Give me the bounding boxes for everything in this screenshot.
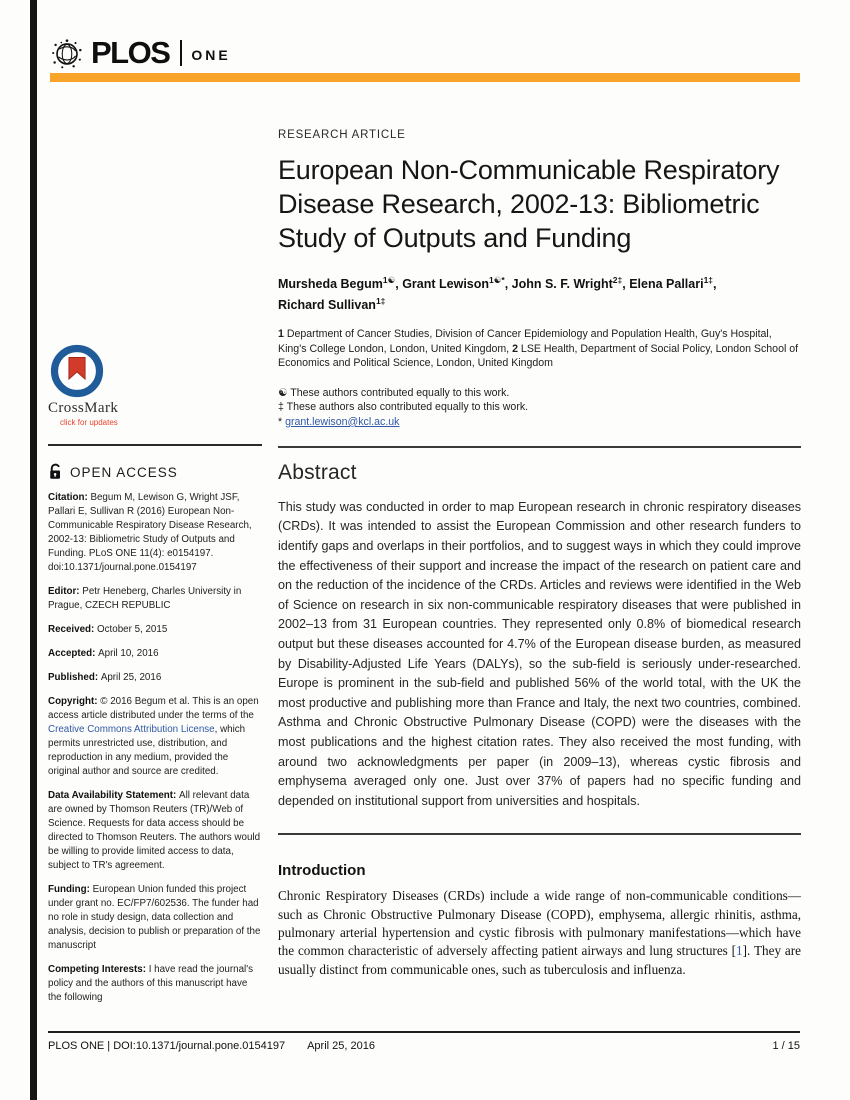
- funding-note: Funding: European Union funded this project under grant no. EC/FP7/602536. The funder had no role in study design, data collection and analysis, decision to publish or preparation of the manuscript: [48, 884, 261, 951]
- editor-label: Editor:: [48, 586, 83, 597]
- citation-label: Citation:: [48, 492, 91, 503]
- author-notes: [278, 386, 801, 429]
- page-edge-bar: [30, 0, 37, 1100]
- data-availability-note: Data Availability Statement: All relevant data are owned by Thomson Reuters (TR)/Web of Science. Requests for data access should be directed to Thomson Reuters. The authors would be willing to provide limited access to data, subject to TR's agreement.: [48, 790, 261, 871]
- plos-sphere-icon: [48, 34, 86, 72]
- crossmark-label: CrossMark: [48, 400, 119, 416]
- equal-contribution-note: ☯ These authors contributed equally to this work.: [278, 386, 510, 399]
- footer-rule: [48, 1031, 800, 1033]
- article-type-kicker: RESEARCH ARTICLE: [278, 129, 406, 141]
- open-lock-icon: [48, 463, 63, 481]
- also-equal-contribution-note: ‡ These authors also contributed equally to this work.: [278, 401, 529, 414]
- introduction-text: Chronic Respiratory Diseases (CRDs) include a wide range of non-communicable conditions—such as Chronic Obstructive Pulmonary Disease (COPD), emphysema, allergic rhinitis, asthma, pulmonary arterial hypertension and cystic fibrosis with pulmonary manifestations—which have the common characteristic of adversely affecting patient airways and lung structures [1]. They are usually distinct from communicable ones, such as tuberculosis and influenza.: [278, 888, 801, 977]
- competing-interests-note: Competing Interests: I have read the journal's policy and the authors of this manuscript have the following: [48, 964, 253, 1003]
- abstract-bottom-rule: [278, 833, 801, 835]
- brand-text: PLOS: [91, 35, 170, 70]
- footer-journal-doi: PLOS ONE | DOI:10.1371/journal.pone.0154197 April 25, 2016: [48, 1040, 375, 1052]
- open-access-row: [48, 463, 262, 481]
- corresponding-email-link[interactable]: grant.lewison@kcl.ac.uk: [285, 415, 400, 428]
- author: Richard Sullivan: [278, 298, 376, 313]
- crossmark-badge[interactable]: [48, 344, 118, 427]
- corresponding-author-note: * grant.lewison@kcl.ac.uk: [278, 415, 400, 428]
- plos-one-logo: [48, 34, 231, 72]
- author: Mursheda Begum: [278, 277, 383, 292]
- author: John S. F. Wright: [511, 277, 613, 292]
- introduction-heading: Introduction: [278, 862, 366, 880]
- abstract-top-rule: [278, 446, 801, 448]
- copyright-note: Copyright: © 2016 Begum et al. This is an open access article distributed under the terms of the Creative Commons Attribution License, which permits unrestricted use, distribution, and reproduction in any medium, provided the original author and source are credited.: [48, 696, 259, 777]
- abstract-heading: Abstract: [278, 460, 357, 484]
- logo-divider: [180, 40, 182, 66]
- received-note: Received: October 5, 2015: [48, 624, 168, 635]
- creative-commons-link[interactable]: Creative Commons Attribution License: [48, 724, 215, 735]
- published-note: Published: April 25, 2016: [48, 672, 162, 683]
- accepted-note: Accepted: April 10, 2016: [48, 648, 159, 659]
- sidebar-divider: [48, 444, 262, 446]
- page-footer: [48, 1040, 800, 1052]
- author: Elena Pallari: [629, 277, 704, 292]
- open-access-label: OPEN ACCESS: [70, 464, 178, 480]
- brand-sub-text: ONE: [191, 47, 231, 63]
- author: Grant Lewison: [402, 277, 490, 292]
- article-main-column: [278, 129, 801, 979]
- crossmark-sublabel: click for updates: [60, 418, 118, 427]
- reference-1-link[interactable]: 1: [736, 943, 743, 959]
- masthead-accent-bar: [50, 73, 800, 82]
- author-list: Mursheda Begum$^{1☯}$, Grant Lewison$^{1☯*}$, John S. F. Wright$^{2\ddagger}$, Elena Pallari$^{1\ddagger}$, Richard Sullivan$^{1\ddagger}$: [278, 275, 717, 313]
- footer-page-number: 1 / 15: [772, 1040, 800, 1052]
- crossmark-icon: [50, 344, 104, 398]
- article-metadata-sidebar: [48, 344, 262, 1005]
- affiliations: 1 Department of Cancer Studies, Division of Cancer Epidemiology and Population Health, Guy's Hospital, King's College London, London, United Kingdom, 2 LSE Health, Department of Social Policy, London School of Economics and Political Science, London, United Kingdom: [278, 328, 799, 370]
- citation-note: Citation: Begum M, Lewison G, Wright JSF, Pallari E, Sullivan R (2016) European Non-Communicable Respiratory Disease Research, 2002-13: Bibliometric Study of Outputs and Funding. PLoS ONE 11(4): e0154197. doi:10.1371/journal.pone.0154197: [48, 492, 252, 573]
- footer-date: April 25, 2016: [307, 1040, 375, 1052]
- abstract-text: This study was conducted in order to map European research in chronic respiratory diseases (CRDs). It was intended to assist the European Commission and other research funders to identify gaps and overlaps in their portfolios, and to suggest ways in which they could improve the effectiveness of their support and increase the impact of the research on patient care and on the reduction of the incidence of the CRDs. Articles and reviews were identified in the Web of Science on research in six non-communicable respiratory diseases that were published in 2002–13 from 31 European countries. They represented only 0.8% of biomedical research output but these diseases accounted for 4.7% of the European disease burden, as measured by Disability-Adjusted Life Years (DALYs), so the sub-field is seriously under-researched. Europe is prominent in the sub-field and published 56% of the world total, with the UK the most productive and publishing more than France and Italy, the next two countries, combined. Asthma and Chronic Obstructive Pulmonary Disease (COPD) were the diseases with the most publications and the highest citation rates. They also received the most funding, with around two acknowledgments per paper (in 2009–13), whereas cystic fibrosis and emphysema averaged only one. Just over 37% of papers had no specific funding and depended on institutional support from universities and hospitals.: [278, 499, 801, 808]
- editor-note: Editor: Petr Heneberg, Charles University in Prague, CZECH REPUBLIC: [48, 586, 242, 611]
- article-title: European Non-Communicable Respiratory Disease Research, 2002-13: Bibliometric Study of Outputs and Funding: [278, 155, 780, 253]
